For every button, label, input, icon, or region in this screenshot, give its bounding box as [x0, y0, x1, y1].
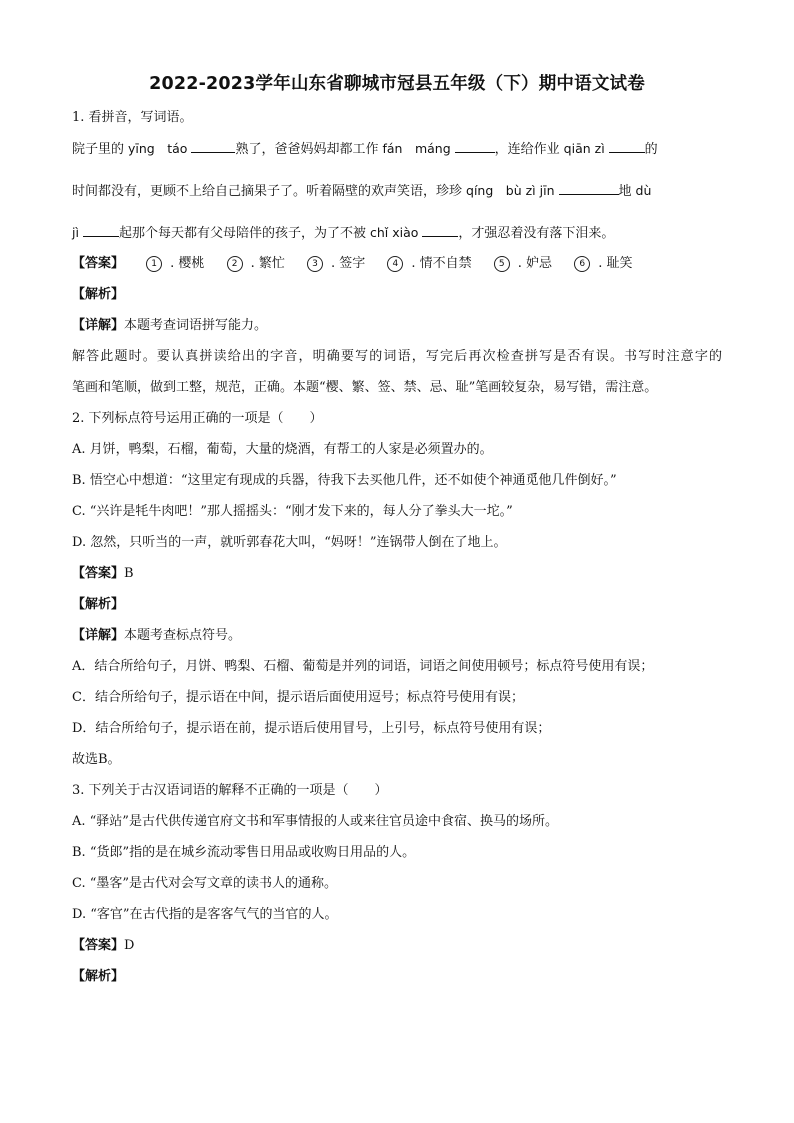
pinyin-prompt: fán máng: [382, 141, 451, 156]
q2-conclusion: 故选B。: [72, 752, 121, 767]
q3-option-d: D. “客官”在古代指的是客客气气的当官的人。: [72, 907, 338, 922]
answer-label: 【答案】: [72, 256, 125, 271]
q2-option-a: A. 月饼，鸭梨，石榴，葡萄，大量的烧酒，有帮工的人家是必须置办的。: [72, 442, 493, 457]
q1-text: 时间都没有，更顾不上给自己摘果子了。听着隔壁的欢声笑语，珍珍: [72, 184, 463, 199]
answer-blank[interactable]: [609, 139, 645, 153]
pinyin-prompt: qiān zì: [563, 141, 605, 156]
answer-label: 【答案】: [72, 938, 125, 953]
q1-answer-2: [227, 254, 285, 274]
q1-answer-row: [72, 254, 722, 285]
q2-option-c: C. “兴许是牦牛肉吧！”那人摇摇头：“刚才发下来的，每人分了拳头大一坨。”: [72, 504, 513, 519]
q2-option-d: D. 忽然，只听当的一声，就听郭春花大叫，“妈呀！”连锅带人倒在了地上。: [72, 535, 507, 550]
q2-explanation-c: C．结合所给句子，提示语在中间，提示语后面使用逗号；标点符号使用有误；: [72, 690, 524, 705]
answer-text: B: [124, 566, 134, 581]
answer-text: . 樱桃: [170, 256, 205, 271]
q2-option-b: B. 悟空心中想道：“这里定有现成的兵器，待我下去买他几件，还不如使个神通觅他几件倒好。”: [72, 473, 617, 488]
q3-option-c: C. “墨客”是古代对会写文章的读书人的通称。: [72, 876, 338, 891]
answer-text: . 签字: [330, 256, 366, 271]
answer-text: . 耻笑: [598, 256, 633, 271]
q1-text: 院子里的: [72, 142, 125, 157]
detail-label: 【详解】: [72, 628, 125, 643]
q1-answer-1: [146, 254, 204, 274]
detail-text: 本题考查标点符号。: [124, 628, 242, 643]
circled-number: 6: [574, 256, 590, 272]
q3-answer: [72, 936, 722, 967]
pinyin-prompt: chǐ xiào: [369, 225, 419, 240]
q3-analysis-label: [72, 967, 722, 998]
q3-stem: 3. 下列关于古汉语词语的解释不正确的一项是（ ）: [72, 783, 388, 798]
q1-analysis-label: [72, 285, 722, 316]
q1-explanation-1: 解答此题时。要认真拼读给出的字音，明确要写的词语，写完后再次检查拼写是否有误。书写时注意字的: [72, 349, 722, 364]
q1-text: 的: [644, 142, 658, 157]
q1-text-line-3: [72, 223, 722, 254]
pinyin-prompt: jì: [72, 225, 79, 240]
q2-analysis-label: [72, 595, 722, 626]
q1-text: 起那个每天都有父母陪伴的孩子，为了不被: [118, 226, 366, 241]
analysis-label: 【解析】: [72, 969, 125, 984]
circled-number: 1: [146, 256, 162, 272]
q1-text: 熟了，爸爸妈妈却都工作: [235, 142, 379, 157]
q1-answer-4: [387, 254, 471, 274]
q1-stem: 1. 看拼音，写词语。: [72, 110, 193, 125]
q2-answer: [72, 564, 722, 595]
q1-text-line-1: [72, 139, 722, 181]
pinyin-prompt: dù: [635, 183, 652, 198]
q2-explanation-a: A．结合所给句子，月饼、鸭梨、石榴、葡萄是并列的词语，词语之间使用顿号；标点符号使用有误；: [72, 659, 654, 674]
detail-text: 本题考查词语拼写能力。: [124, 318, 268, 333]
exam-content: [72, 108, 722, 998]
answer-text: . 繁忙: [250, 256, 285, 271]
answer-label: 【答案】: [72, 566, 125, 581]
circled-number: 4: [387, 256, 403, 272]
page-title: 2022-2023学年山东省聊城市冠县五年级（下）期中语文试卷: [149, 74, 645, 94]
q1-explanation-2: 笔画和笔顺，做到工整，规范，正确。本题“樱、繁、签、禁、忌、耻”笔画较复杂，易写错，需注意。: [72, 380, 658, 395]
q1-detail: [72, 316, 722, 347]
circled-number: 5: [494, 256, 510, 272]
analysis-label: 【解析】: [72, 597, 125, 612]
answer-blank[interactable]: [559, 181, 619, 195]
analysis-label: 【解析】: [72, 287, 125, 302]
pinyin-prompt: yīng táo: [128, 141, 188, 156]
q1-text-line-2: [72, 181, 722, 223]
answer-blank[interactable]: [422, 223, 458, 237]
q1-text: ，连给作业: [494, 142, 560, 157]
answer-blank[interactable]: [191, 139, 235, 153]
q1-answer-6: [574, 254, 632, 274]
q2-detail: [72, 626, 722, 657]
detail-label: 【详解】: [72, 318, 125, 333]
answer-text: D: [124, 938, 135, 953]
q1-text: 地: [618, 184, 632, 199]
answer-text: . 妒忌: [517, 256, 553, 271]
answer-text: . 情不自禁: [411, 256, 472, 271]
q2-stem: 2. 下列标点符号运用正确的一项是（ ）: [72, 411, 323, 426]
circled-number: 2: [227, 256, 243, 272]
q1-answer-3: [307, 254, 365, 274]
circled-number: 3: [307, 256, 323, 272]
q1-answer-5: [494, 254, 552, 274]
q3-option-b: B. “货郎”指的是在城乡流动零售日用品或收购日用品的人。: [72, 845, 416, 860]
answer-blank[interactable]: [455, 139, 495, 153]
answer-blank[interactable]: [83, 223, 119, 237]
q2-explanation-d: D．结合所给句子，提示语在前，提示语后使用冒号，上引号，标点符号使用有误；: [72, 721, 551, 736]
q3-option-a: A. “驿站”是古代供传递官府文书和军事情报的人或来往官员途中食宿、换马的场所。: [72, 814, 558, 829]
pinyin-prompt: qíng bù zì jīn: [466, 183, 555, 198]
q1-text: ，才强忍着没有落下泪来。: [458, 226, 615, 241]
